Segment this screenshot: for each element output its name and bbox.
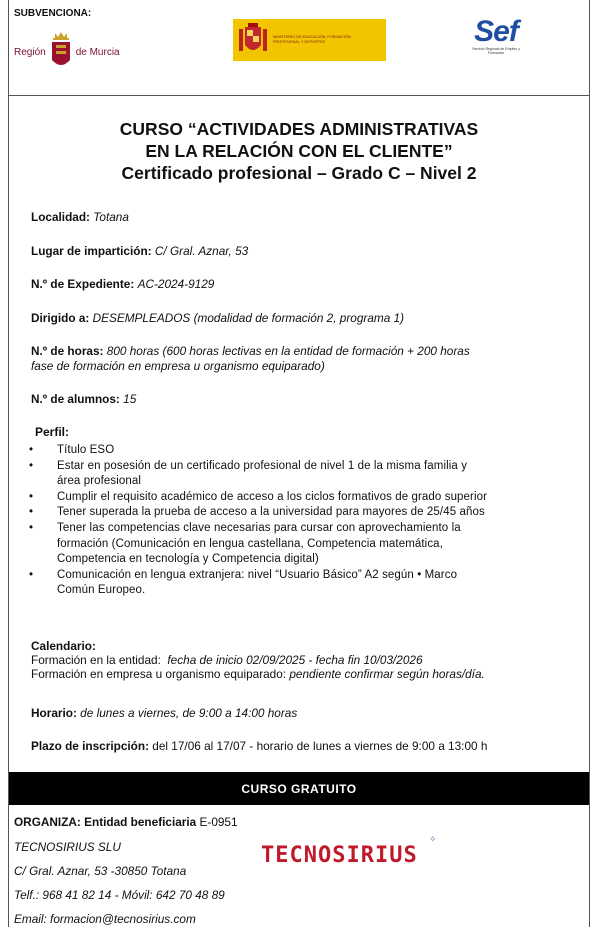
organizer-phones: Telf.: 968 41 82 14 - Móvil: 642 70 48 89 [14, 888, 225, 902]
horario-field [31, 706, 297, 721]
sponsor-header [9, 0, 589, 96]
coat-of-arms-icon [50, 30, 72, 74]
subvenciona-label: SUBVENCIONA: [14, 8, 92, 19]
course-title [9, 118, 589, 184]
list-item: • Tener las competencias clave necesarias para cursar con aprovechamiento la formación (Comunicación en lengua castellana, Competencia matemática, Competencia en tecnología y Competencia digital) [29, 521, 461, 566]
list-item: • Tener superada la prueba de acceso a la universidad para mayores de 25/45 años [29, 506, 485, 519]
curso-gratuito-banner: CURSO GRATUITO [9, 772, 589, 805]
alumnos-value: 15 [123, 392, 137, 406]
organizer-name: TECNOSIRIUS SLU [14, 840, 121, 854]
entidad-code: E-0951 [199, 815, 238, 829]
plazo-field [31, 739, 487, 754]
entidad-beneficiaria-label: Entidad beneficiaria [84, 815, 197, 829]
lugar-field [31, 244, 248, 259]
sef-logo [465, 17, 527, 55]
ministry-text: MINISTERIO DE EDUCACIÓN, FORMACIÓN PROFESIONAL Y DEPORTES [273, 35, 351, 44]
tecnosirius-logo [261, 835, 438, 868]
lugar-label: Lugar de impartición: [31, 244, 152, 258]
organiza-label: ORGANIZA: [14, 815, 81, 829]
entidad-prefix: Formación en la entidad: [31, 652, 161, 667]
expediente-value: AC-2024-9129 [137, 277, 215, 291]
organiza-line [14, 815, 238, 830]
list-item: • Comunicación en lengua extranjera: nivel “Usuario Básico” A2 según • Marco Común Europeo. [29, 568, 458, 597]
horario-value: de lunes a viernes, de 9:00 a 14:00 horas [80, 706, 298, 720]
empresa-value: pendiente confirmar según horas/día. [289, 666, 485, 681]
alumnos-field [31, 392, 136, 407]
region-right-text: de Murcia [75, 46, 120, 58]
perfil-list [29, 443, 487, 599]
perfil-label: Perfil: [35, 425, 70, 439]
horas-value-2: fase de formación en empresa u organismo equiparado) [31, 359, 325, 373]
localidad-label: Localidad: [31, 210, 90, 224]
star-icon: ✧ [429, 835, 438, 845]
title-line-3: Certificado profesional – Grado C – Nivel 2 [121, 163, 477, 183]
title-line-1: CURSO “ACTIVIDADES ADMINISTRATIVAS [119, 119, 479, 139]
organizer-email: Email: formacion@tecnosirius.com [14, 912, 196, 926]
expediente-field [31, 277, 214, 292]
expediente-label: N.º de Expediente: [31, 277, 135, 291]
region-left-text: Región [14, 46, 46, 58]
dirigido-label: Dirigido a: [31, 311, 90, 325]
dirigido-field [31, 311, 404, 326]
calendario-label: Calendario: [31, 639, 96, 653]
list-item: • Cumplir el requisito académico de acceso a los ciclos formativos de grado superior [29, 490, 488, 503]
list-item: • Título ESO [29, 444, 115, 456]
entidad-dates: fecha de inicio 02/09/2025 - fecha fin 10/03/2026 [167, 652, 423, 667]
horario-label: Horario: [31, 706, 77, 720]
calendario-section [31, 640, 485, 681]
plazo-value: del 17/06 al 17/07 - horario de lunes a viernes de 9:00 a 13:00 h [152, 739, 488, 753]
course-flyer [8, 0, 590, 927]
horas-value-1: 800 horas (600 horas lectivas en la entidad de formación + 200 horas [106, 344, 470, 358]
title-line-2: EN LA RELACIÓN CON EL CLIENTE” [145, 141, 453, 161]
lugar-value: C/ Gral. Aznar, 53 [154, 244, 249, 258]
sef-subtitle: Servicio Regional de Empleo y Formación [472, 47, 520, 55]
region-murcia-logo [14, 30, 120, 74]
alumnos-label: N.º de alumnos: [31, 392, 120, 406]
localidad-value: Totana [93, 210, 129, 224]
plazo-label: Plazo de inscripción: [31, 739, 149, 753]
empresa-prefix: Formación en empresa u organismo equiparado: [31, 666, 287, 681]
list-item: • Estar en posesión de un certificado profesional de nivel 1 de la misma familia y área profesional [29, 459, 468, 488]
horas-field [31, 344, 470, 374]
sef-logo-text: Sef [474, 15, 518, 48]
spain-shield-icon [239, 23, 267, 57]
organizer-address: C/ Gral. Aznar, 53 -30850 Totana [14, 864, 187, 878]
ministry-logo [233, 19, 386, 61]
dirigido-value: DESEMPLEADOS (modalidad de formación 2, programa 1) [92, 311, 405, 325]
tecnosirius-logo-text: TECNOSIRIUS [261, 843, 418, 868]
horas-label: N.º de horas: [31, 344, 104, 358]
localidad-field [31, 210, 129, 225]
